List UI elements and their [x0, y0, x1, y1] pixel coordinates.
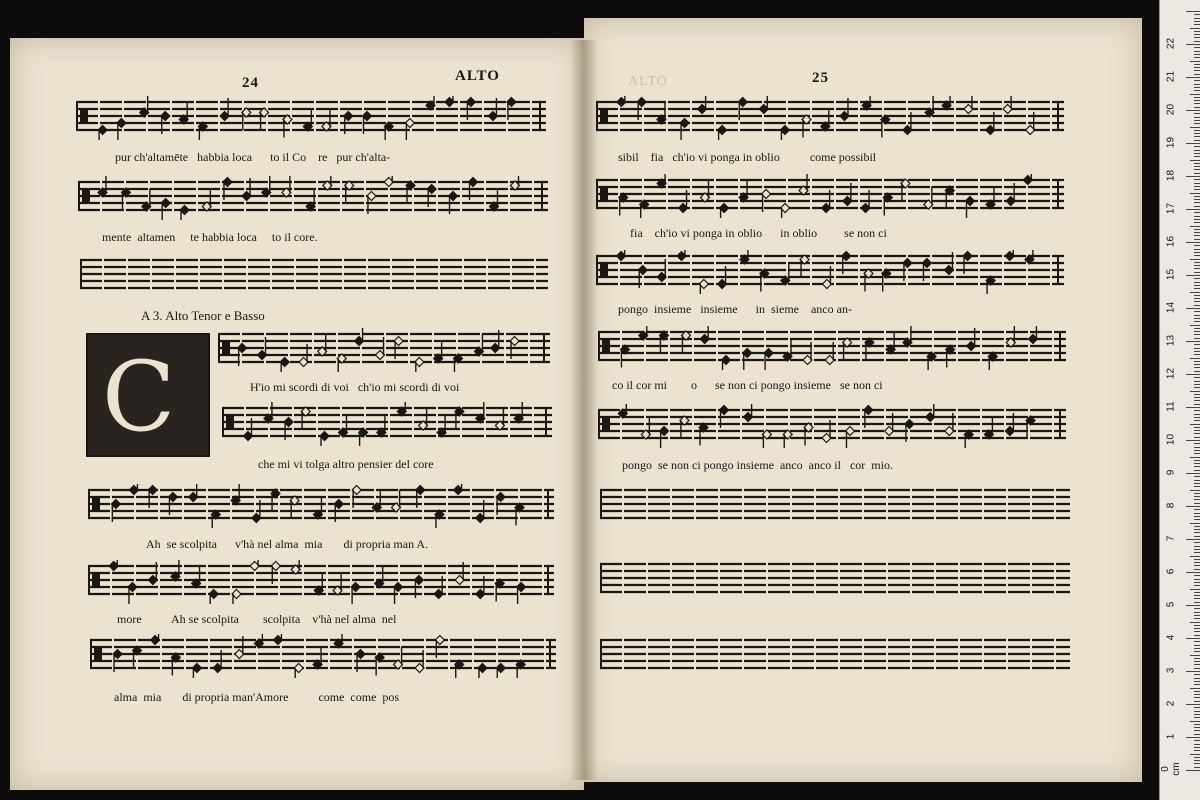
- right-lyric-3: pongo insieme insieme in sieme anco an-: [618, 302, 852, 316]
- left-staff-2: [78, 176, 548, 220]
- ruler-tick: [1194, 668, 1200, 669]
- ruler-tick: [1194, 179, 1200, 180]
- ruler-tick: [1194, 417, 1200, 418]
- ruler-tick: [1194, 311, 1200, 312]
- ruler-tick: [1194, 575, 1200, 576]
- ruler-tick: [1194, 569, 1200, 570]
- right-staff-7-empty: [600, 558, 1070, 602]
- ruler-tick: [1194, 31, 1200, 32]
- ruler-tick: [1194, 470, 1200, 471]
- ruler-tick: [1194, 635, 1200, 636]
- left-lyric-7: alma mia di propria man'Amore come come pos: [114, 690, 400, 704]
- ruler-tick: [1194, 546, 1200, 547]
- ruler-tick: [1194, 166, 1200, 167]
- ruler-tick: [1194, 381, 1200, 382]
- ruler-tick: [1194, 549, 1200, 550]
- ruler-tick: [1194, 724, 1200, 725]
- ruler-tick: [1194, 18, 1200, 19]
- ruler-tick: [1190, 589, 1200, 590]
- ruler-tick: [1194, 536, 1200, 537]
- right-staff-5: [598, 404, 1066, 448]
- ruler-mark: 10: [1165, 433, 1177, 446]
- ruler-tick: [1194, 463, 1200, 464]
- ruler-tick: [1186, 737, 1200, 738]
- ruler-tick: [1186, 572, 1200, 573]
- ruler-tick: [1194, 526, 1200, 527]
- right-page-number: 25: [812, 70, 829, 86]
- ruler-tick: [1194, 430, 1200, 431]
- ruler-tick: [1194, 183, 1200, 184]
- ruler-tick: [1194, 450, 1200, 451]
- ruler-tick: [1194, 707, 1200, 708]
- ruler-tick: [1186, 176, 1200, 177]
- ruler-tick: [1194, 397, 1200, 398]
- ruler-tick: [1194, 509, 1200, 510]
- ruler-tick: [1194, 377, 1200, 378]
- ruler-tick: [1194, 199, 1200, 200]
- ruler-mark: 6: [1165, 568, 1177, 575]
- ruler-tick: [1190, 721, 1200, 722]
- ruler-mark: 9: [1165, 469, 1177, 476]
- ruler-tick: [1194, 615, 1200, 616]
- ruler-mark: 18: [1165, 169, 1177, 182]
- ruler-tick: [1194, 229, 1200, 230]
- ruler-tick: [1190, 94, 1200, 95]
- right-staff-4: [598, 326, 1066, 370]
- ruler-tick: [1194, 262, 1200, 263]
- ruler-tick: [1194, 394, 1200, 395]
- ruler-tick: [1194, 265, 1200, 266]
- ruler-tick: [1190, 127, 1200, 128]
- ruler-tick: [1194, 730, 1200, 731]
- ruler-tick: [1190, 358, 1200, 359]
- ruler-tick: [1194, 529, 1200, 530]
- ruler-tick: [1186, 440, 1200, 441]
- ruler-tick: [1186, 506, 1200, 507]
- ruler-tick: [1190, 391, 1200, 392]
- ruler-tick: [1194, 64, 1200, 65]
- ruler-tick: [1194, 301, 1200, 302]
- ruler-tick: [1194, 34, 1200, 35]
- ruler-tick: [1194, 123, 1200, 124]
- ruler-tick: [1194, 87, 1200, 88]
- ruler-tick: [1194, 503, 1200, 504]
- ruler-mark: 16: [1165, 235, 1177, 248]
- ruler-tick: [1186, 407, 1200, 408]
- ruler-tick: [1194, 717, 1200, 718]
- ruler-tick: [1194, 305, 1200, 306]
- ruler-mark: 12: [1165, 367, 1177, 380]
- ruler-tick: [1190, 61, 1200, 62]
- ruler-tick: [1194, 348, 1200, 349]
- ruler-mark: 21: [1165, 70, 1177, 83]
- ruler-tick: [1194, 169, 1200, 170]
- ruler-tick: [1194, 338, 1200, 339]
- ruler-tick: [1194, 282, 1200, 283]
- ruler-tick: [1194, 711, 1200, 712]
- ruler-tick: [1194, 410, 1200, 411]
- ruler-tick: [1194, 90, 1200, 91]
- section-heading: A 3. Alto Tenor e Basso: [141, 308, 265, 323]
- ruler-tick: [1194, 150, 1200, 151]
- ruler-tick: [1194, 437, 1200, 438]
- ruler-tick: [1194, 727, 1200, 728]
- ruler-tick: [1194, 173, 1200, 174]
- ruler-tick: [1190, 259, 1200, 260]
- ruler-tick: [1194, 232, 1200, 233]
- ruler-tick: [1194, 24, 1200, 25]
- ruler-tick: [1194, 278, 1200, 279]
- ruler-tick: [1194, 400, 1200, 401]
- ruler-tick: [1194, 202, 1200, 203]
- left-staff-3-empty: [80, 254, 548, 298]
- ruler-tick: [1194, 460, 1200, 461]
- ruler-tick: [1194, 453, 1200, 454]
- ruler-tick: [1194, 542, 1200, 543]
- ruler-tick: [1194, 216, 1200, 217]
- ruler-tick: [1194, 661, 1200, 662]
- ruler-tick: [1190, 490, 1200, 491]
- ruler-tick: [1194, 645, 1200, 646]
- ruler-tick: [1194, 245, 1200, 246]
- ruler-tick: [1194, 678, 1200, 679]
- ruler-tick: [1194, 763, 1200, 764]
- ruler-tick: [1190, 754, 1200, 755]
- measurement-ruler: [1159, 0, 1200, 800]
- ruler-tick: [1194, 249, 1200, 250]
- ruler-tick: [1194, 651, 1200, 652]
- ruler-tick: [1194, 371, 1200, 372]
- ruler-tick: [1194, 631, 1200, 632]
- ruler-tick: [1186, 44, 1200, 45]
- left-lyric-6: more Ah se scolpita scolpita v'hà nel alma nel: [117, 612, 397, 626]
- ruler-tick: [1194, 516, 1200, 517]
- ruler-tick: [1194, 559, 1200, 560]
- left-staff-6: [88, 484, 554, 528]
- ruler-tick: [1190, 457, 1200, 458]
- left-staff-1: [76, 96, 546, 140]
- ruler-tick: [1194, 740, 1200, 741]
- ruler-tick: [1186, 308, 1200, 309]
- ruler-tick: [1194, 641, 1200, 642]
- ruler-tick: [1194, 219, 1200, 220]
- ruler-mark: 2: [1165, 700, 1177, 707]
- ruler-tick: [1194, 697, 1200, 698]
- ruler-tick: [1194, 14, 1200, 15]
- ruler-tick: [1194, 272, 1200, 273]
- ruler-tick: [1194, 598, 1200, 599]
- ruler-tick: [1194, 532, 1200, 533]
- ruler-tick: [1194, 628, 1200, 629]
- ruler-tick: [1194, 255, 1200, 256]
- ruler-tick: [1194, 414, 1200, 415]
- ruler-tick: [1194, 364, 1200, 365]
- ruler-tick: [1194, 295, 1200, 296]
- ruler-tick: [1194, 318, 1200, 319]
- ruler-tick: [1194, 562, 1200, 563]
- ruler-tick: [1194, 47, 1200, 48]
- ruler-tick: [1194, 608, 1200, 609]
- ruler-mark: 5: [1165, 601, 1177, 608]
- right-lyric-1: sibil fia ch'io vi ponga in oblio come possibil: [618, 150, 877, 164]
- book-gutter: [570, 40, 598, 780]
- ruler-tick: [1194, 41, 1200, 42]
- ruler-unit-label: 0 cm: [1160, 762, 1182, 776]
- ruler-tick: [1194, 519, 1200, 520]
- ruler-tick: [1194, 298, 1200, 299]
- ruler-tick: [1194, 146, 1200, 147]
- ruler-tick: [1194, 480, 1200, 481]
- ruler-tick: [1186, 638, 1200, 639]
- ruler-tick: [1194, 582, 1200, 583]
- ruler-tick: [1194, 443, 1200, 444]
- left-lyric-1: pur ch'altamēte habbia loca to il Co re pur ch'alta-: [115, 150, 391, 164]
- ruler-tick: [1190, 160, 1200, 161]
- ruler-tick: [1190, 622, 1200, 623]
- ruler-tick: [1194, 483, 1200, 484]
- ruler-tick: [1194, 760, 1200, 761]
- ruler-mark: 20: [1165, 103, 1177, 116]
- ruler-mark: 8: [1165, 502, 1177, 509]
- ruler-tick: [1194, 21, 1200, 22]
- ruler-tick: [1194, 744, 1200, 745]
- ruler-tick: [1194, 321, 1200, 322]
- ruler-tick: [1194, 486, 1200, 487]
- ruler-tick: [1194, 84, 1200, 85]
- ruler-tick: [1194, 235, 1200, 236]
- ruler-tick: [1194, 80, 1200, 81]
- ruler-tick: [1194, 288, 1200, 289]
- ruler-tick: [1194, 67, 1200, 68]
- ruler-tick: [1194, 734, 1200, 735]
- ruler-tick: [1194, 694, 1200, 695]
- ruler-tick: [1194, 100, 1200, 101]
- ruler-tick: [1194, 344, 1200, 345]
- ruler-tick: [1190, 28, 1200, 29]
- ruler-tick: [1194, 684, 1200, 685]
- ruler-tick: [1190, 226, 1200, 227]
- right-lyric-4: co il cor mi o se non ci pongo insieme se non ci: [612, 378, 883, 392]
- ruler-mark: 13: [1165, 334, 1177, 347]
- ruler-tick: [1186, 605, 1200, 606]
- ruler-tick: [1194, 674, 1200, 675]
- ruler-tick: [1186, 143, 1200, 144]
- ruler-tick: [1194, 565, 1200, 566]
- ruler-mark: 1: [1165, 733, 1177, 740]
- ruler-tick: [1194, 331, 1200, 332]
- ruler-tick: [1194, 552, 1200, 553]
- ruler-tick: [1194, 767, 1200, 768]
- ruler-tick: [1194, 493, 1200, 494]
- ruler-tick: [1194, 239, 1200, 240]
- ruler-tick: [1194, 387, 1200, 388]
- left-page-number: 24: [242, 75, 259, 91]
- left-staff-7: [88, 560, 554, 604]
- ruler-tick: [1194, 206, 1200, 207]
- ruler-tick: [1194, 592, 1200, 593]
- right-staff-8-empty: [600, 634, 1070, 678]
- ruler-tick: [1190, 655, 1200, 656]
- ruler-tick: [1194, 315, 1200, 316]
- ruler-tick: [1194, 625, 1200, 626]
- ruler-tick: [1194, 156, 1200, 157]
- ruler-tick: [1194, 579, 1200, 580]
- ruler-tick: [1190, 523, 1200, 524]
- ruler-tick: [1186, 341, 1200, 342]
- ruler-tick: [1190, 193, 1200, 194]
- left-page-header: ALTO: [455, 68, 500, 84]
- ruler-tick: [1194, 51, 1200, 52]
- ruler-tick: [1186, 77, 1200, 78]
- ruler-mark: 22: [1165, 37, 1177, 50]
- ruler-tick: [1186, 209, 1200, 210]
- ruler-tick: [1194, 285, 1200, 286]
- right-staff-1: [596, 96, 1064, 140]
- left-staff-4: [218, 328, 550, 372]
- ruler-tick: [1194, 618, 1200, 619]
- ruler-tick: [1194, 658, 1200, 659]
- left-lyric-2: mente altamen te habbia loca to il core.: [102, 230, 318, 244]
- ruler-tick: [1194, 602, 1200, 603]
- left-staff-8: [90, 634, 556, 678]
- ruler-tick: [1190, 556, 1200, 557]
- ruler-mark: 17: [1165, 202, 1177, 215]
- ruler-tick: [1194, 252, 1200, 253]
- ruler-tick: [1194, 585, 1200, 586]
- ruler-tick: [1194, 268, 1200, 269]
- ruler-tick: [1194, 664, 1200, 665]
- ruler-tick: [1194, 354, 1200, 355]
- ruler-tick: [1194, 384, 1200, 385]
- ruler-tick: [1194, 351, 1200, 352]
- ruler-tick: [1194, 54, 1200, 55]
- ruler-tick: [1194, 153, 1200, 154]
- ruler-mark: 3: [1165, 667, 1177, 674]
- ruler-mark: 11: [1165, 401, 1177, 412]
- ruler-tick: [1194, 136, 1200, 137]
- ruler-tick: [1194, 747, 1200, 748]
- ruler-tick: [1194, 103, 1200, 104]
- ruler-tick: [1186, 704, 1200, 705]
- left-lyric-3: H'io mi scordi di voi ch'io mi scordi di voi: [250, 380, 460, 394]
- decorated-initial: C: [86, 333, 210, 457]
- ruler-tick: [1194, 120, 1200, 121]
- right-page-ghost-header: ALTO: [628, 74, 668, 89]
- ruler-tick: [1186, 671, 1200, 672]
- left-staff-5: [222, 402, 552, 446]
- ruler-tick: [1194, 37, 1200, 38]
- ruler-tick: [1186, 110, 1200, 111]
- ruler-tick: [1194, 466, 1200, 467]
- ruler-tick: [1194, 222, 1200, 223]
- ruler-tick: [1194, 513, 1200, 514]
- ruler-tick: [1194, 595, 1200, 596]
- ruler-tick: [1186, 11, 1200, 12]
- ruler-tick: [1186, 473, 1200, 474]
- ruler-tick: [1190, 424, 1200, 425]
- ruler-tick: [1194, 107, 1200, 108]
- ruler-tick: [1194, 133, 1200, 134]
- right-staff-3: [596, 250, 1064, 294]
- ruler-tick: [1194, 750, 1200, 751]
- ruler-tick: [1194, 113, 1200, 114]
- left-lyric-5: Ah se scolpita v'hà nel alma mia di propria man A.: [146, 537, 429, 551]
- ruler-tick: [1194, 334, 1200, 335]
- ruler-tick: [1186, 539, 1200, 540]
- ruler-tick: [1194, 427, 1200, 428]
- ruler-tick: [1194, 701, 1200, 702]
- right-staff-6-empty: [600, 484, 1070, 528]
- ruler-tick: [1190, 325, 1200, 326]
- ruler-tick: [1186, 275, 1200, 276]
- left-lyric-4: che mi vi tolga altro pensier del core: [258, 457, 434, 471]
- ruler-tick: [1194, 186, 1200, 187]
- ruler-tick: [1190, 292, 1200, 293]
- ruler-tick: [1194, 130, 1200, 131]
- ruler-tick: [1186, 770, 1200, 771]
- ruler-mark: 15: [1165, 268, 1177, 281]
- ruler-tick: [1194, 70, 1200, 71]
- ruler-tick: [1194, 691, 1200, 692]
- ruler-tick: [1194, 420, 1200, 421]
- ruler-tick: [1194, 328, 1200, 329]
- ruler-tick: [1194, 648, 1200, 649]
- ruler-tick: [1194, 404, 1200, 405]
- ruler-mark: 4: [1165, 634, 1177, 641]
- ruler-tick: [1186, 374, 1200, 375]
- ruler-mark: 19: [1165, 136, 1177, 149]
- ruler-tick: [1194, 499, 1200, 500]
- ruler-tick: [1194, 117, 1200, 118]
- ruler-tick: [1194, 189, 1200, 190]
- ruler-tick: [1194, 361, 1200, 362]
- ruler-tick: [1194, 140, 1200, 141]
- ruler-tick: [1194, 57, 1200, 58]
- ruler-tick: [1194, 612, 1200, 613]
- ruler-tick: [1194, 212, 1200, 213]
- right-staff-2: [596, 174, 1064, 218]
- ruler-tick: [1194, 476, 1200, 477]
- ruler-tick: [1194, 714, 1200, 715]
- ruler-tick: [1194, 433, 1200, 434]
- ruler-tick: [1194, 447, 1200, 448]
- ruler-tick: [1194, 74, 1200, 75]
- right-lyric-5: pongo se non ci pongo insieme anco anco il cor mio.: [622, 458, 893, 472]
- ruler-tick: [1194, 681, 1200, 682]
- ruler-tick: [1194, 97, 1200, 98]
- ruler-mark: 14: [1165, 301, 1177, 314]
- ruler-tick: [1194, 367, 1200, 368]
- ruler-tick: [1194, 163, 1200, 164]
- ruler-tick: [1194, 196, 1200, 197]
- right-lyric-2: fia ch'io vi ponga in oblio in oblio se non ci: [630, 226, 887, 240]
- ruler-tick: [1190, 688, 1200, 689]
- ruler-mark: 7: [1165, 535, 1177, 542]
- ruler-tick: [1186, 242, 1200, 243]
- ruler-tick: [1194, 757, 1200, 758]
- ruler-tick: [1194, 496, 1200, 497]
